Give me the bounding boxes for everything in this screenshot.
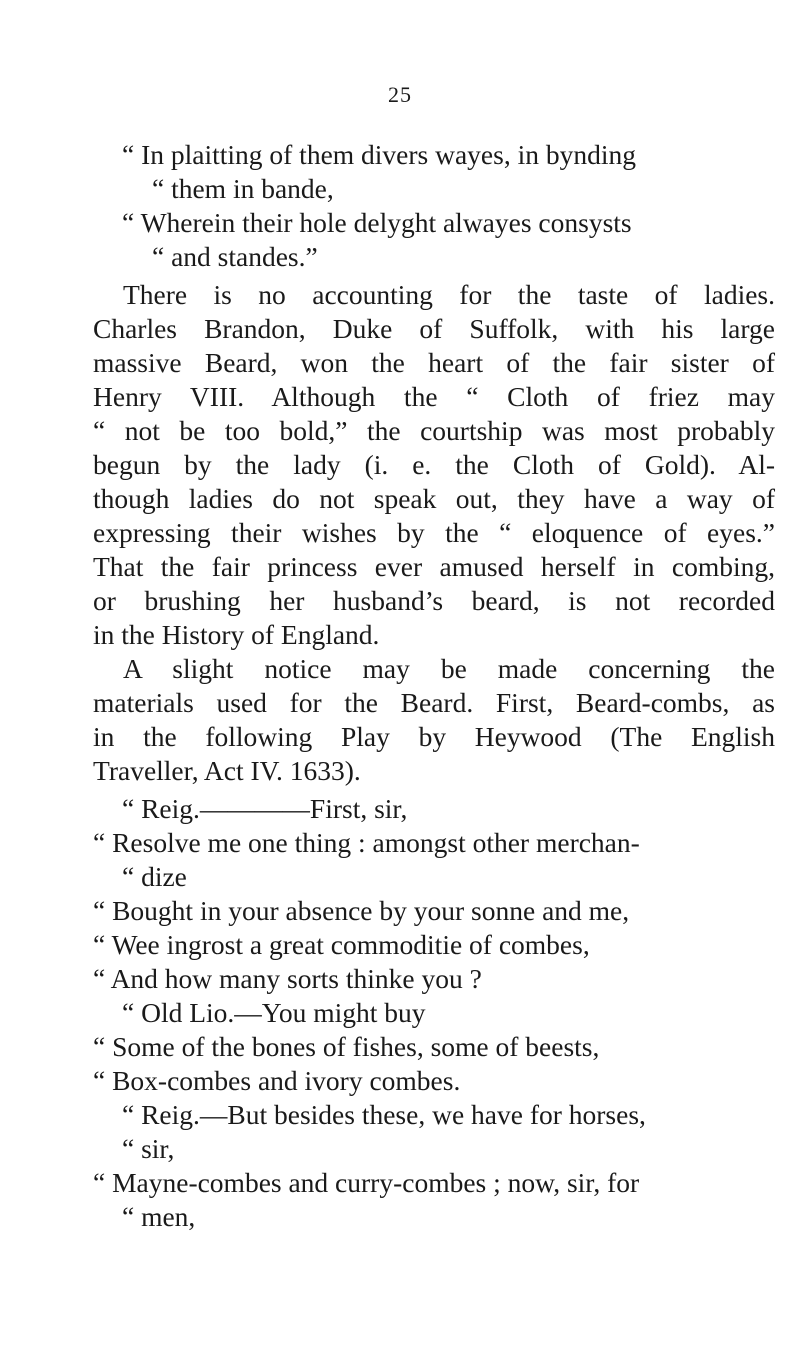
text-line: There is no accounting for the taste of ladies. bbox=[123, 279, 775, 310]
text-line: “ dize bbox=[122, 861, 187, 892]
text-line: begun by the lady (i. e. the Cloth of Gold). Al- bbox=[93, 449, 775, 480]
text-line: Traveller, Act IV. 1633). bbox=[93, 755, 361, 786]
text-line: materials used for the Beard. First, Beard-combs, as bbox=[93, 687, 775, 718]
text-line: “ Old Lio.—You might buy bbox=[122, 997, 426, 1028]
text-line: “ Bought in your absence by your sonne and me, bbox=[93, 895, 630, 926]
text-line: massive Beard, won the heart of the fair sister of bbox=[93, 347, 775, 378]
text-line: “ Reig.————First, sir, bbox=[122, 793, 408, 824]
text-line: “ Some of the bones of fishes, some of beests, bbox=[93, 1031, 600, 1062]
text-line: “ Mayne-combes and curry-combes ; now, sir, for bbox=[93, 1167, 640, 1198]
text-line: though ladies do not speak out, they have a way of bbox=[93, 483, 775, 514]
text-line: Charles Brandon, Duke of Suffolk, with his large bbox=[93, 313, 775, 344]
text-line: “ not be too bold,” the courtship was most probably bbox=[93, 415, 775, 446]
text-line: “ In plaitting of them divers wayes, in bynding bbox=[122, 139, 637, 170]
text-line: “ Wherein their hole delyght alwayes consysts bbox=[122, 207, 632, 238]
text-line: “ sir, bbox=[122, 1133, 175, 1164]
text-line: Henry VIII. Although the “ Cloth of friez may bbox=[93, 381, 775, 412]
text-line: “ And how many sorts thinke you ? bbox=[93, 963, 482, 994]
text-line: A slight notice may be made concerning the bbox=[123, 653, 775, 684]
text-line: “ Wee ingrost a great commoditie of combes, bbox=[93, 929, 590, 960]
text-line: “ men, bbox=[122, 1201, 196, 1232]
text-line: or brushing her husband’s beard, is not recorded bbox=[93, 585, 775, 616]
page-number: 25 bbox=[388, 82, 412, 107]
text-line: expressing their wishes by the “ eloquence of eyes.” bbox=[93, 517, 775, 548]
text-line: in the following Play by Heywood (The English bbox=[93, 721, 775, 752]
text-line: “ them in bande, bbox=[152, 173, 334, 204]
text-line: “ Box-combes and ivory combes. bbox=[93, 1065, 461, 1096]
text-line: in the History of England. bbox=[93, 619, 380, 650]
text-line: That the fair princess ever amused herself in combing, bbox=[93, 551, 775, 582]
text-line: “ Resolve me one thing : amongst other merchan- bbox=[93, 827, 640, 858]
text-line: “ Reig.—But besides these, we have for horses, bbox=[122, 1099, 646, 1130]
text-line: “ and standes.” bbox=[152, 241, 318, 272]
